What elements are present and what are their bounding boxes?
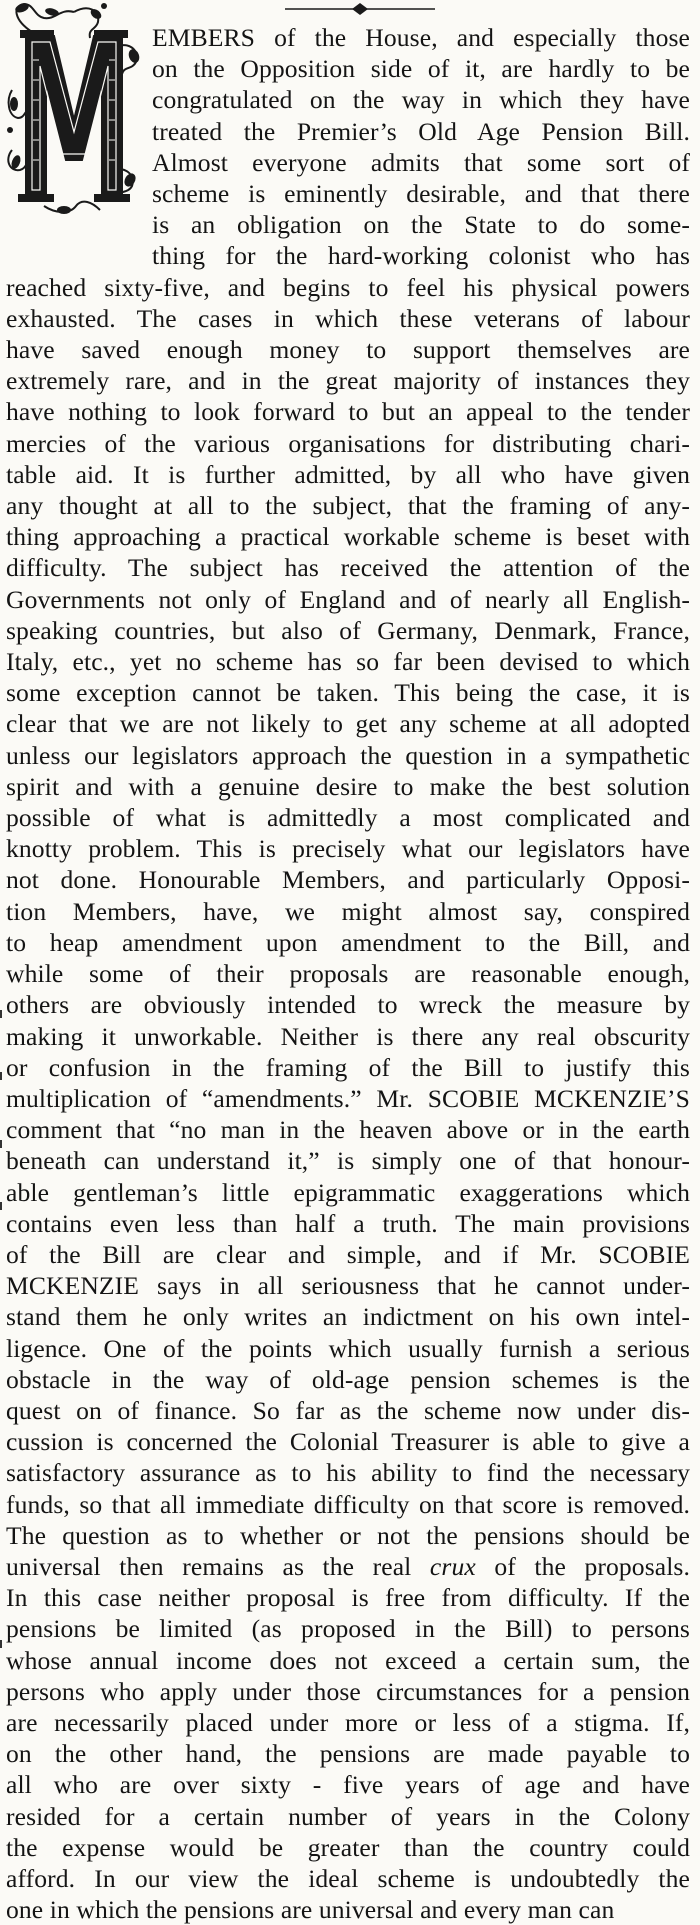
ornamental-rule (285, 2, 435, 16)
article-line: to heap amendment upon amendment to the Bill, and (6, 927, 690, 957)
article-line: The question as to whether or not the pensions should be (6, 1520, 690, 1550)
article-line: possible of what is admittedly a most complicated and (6, 803, 690, 833)
article-line: congratulated on the way in which they have (152, 85, 690, 115)
article-line: the expense would be greater than the country could (6, 1832, 690, 1862)
article-line: mercies of the various organisations for distributing chari- (6, 428, 690, 458)
margin-marks (0, 0, 12, 1682)
article-line: clear that we are not likely to get any scheme at all adopted (6, 709, 690, 739)
article-line: Italy, etc., yet no scheme has so far been devised to which (6, 647, 690, 677)
article-line: not done. Honourable Members, and particularly Opposi- (6, 865, 690, 895)
article-line: quest on of finance. So far as the scheme now under dis- (6, 1395, 690, 1425)
article-line: thing approaching a practical workable scheme is beset with (6, 522, 690, 552)
article-line: difficulty. The subject has received the attention of the (6, 553, 690, 583)
article-line: exhausted. The cases in which these veterans of labour (6, 303, 690, 333)
article-line: universal then remains as the real crux of the proposals. (6, 1551, 690, 1581)
article-line: EMBERS of the House, and especially those (152, 23, 690, 52)
article-line: spirit and with a genuine desire to make the best solution (6, 771, 690, 801)
article-line: have nothing to look forward to but an appeal to the tender (6, 397, 690, 427)
article-line: afford. In our view the ideal scheme is undoubtedly the (6, 1863, 690, 1893)
article-line: all who are over sixty - five years of age and have (6, 1770, 690, 1800)
article-line: comment that “no man in the heaven above or in the earth (6, 1115, 690, 1145)
article-line: thing for the hard-working colonist who has (152, 241, 690, 271)
article-line: speaking countries, but also of Germany, Denmark, France, (6, 615, 690, 645)
article-line: are necessarily placed under more or less of a stigma. If, (6, 1707, 690, 1737)
article-line: scheme is eminently desirable, and that there (152, 179, 690, 209)
article-line: while some of their proposals are reasonable enough, (6, 959, 690, 989)
article-line: whose annual income does not exceed a certain sum, the (6, 1645, 690, 1675)
article-line: on the other hand, the pensions are made payable to (6, 1739, 690, 1769)
article-line: unless our legislators approach the question in a sympathetic (6, 740, 690, 770)
article-body (6, 22, 690, 1925)
article-line: making it unworkable. Neither is there any real obscurity (6, 1021, 690, 1051)
article-line: or confusion in the framing of the Bill to justify this (6, 1052, 690, 1082)
article-line: contains even less than half a truth. The main provisions (6, 1208, 690, 1238)
article-line: others are obviously intended to wreck the measure by (6, 990, 690, 1020)
article-line: persons who apply under those circumstances for a pension (6, 1676, 690, 1706)
article-line: tion Members, have, we might almost say, conspired (6, 896, 690, 926)
article-line: In this case neither proposal is free from difficulty. If the (6, 1583, 690, 1613)
article-line: cussion is concerned the Colonial Treasurer is able to give a (6, 1427, 690, 1457)
article-line: extremely rare, and in the great majority of instances they (6, 366, 690, 396)
article-line: treated the Premier’s Old Age Pension Bill. (152, 116, 690, 146)
article-line: stand them he only writes an indictment on his own intel- (6, 1302, 690, 1332)
article-line: beneath can understand it,” is simply one of that honour- (6, 1146, 690, 1176)
article-line: obstacle in the way of old-age pension schemes is the (6, 1364, 690, 1394)
article-line: any thought at all to the subject, that the framing of any- (6, 491, 690, 521)
article-line: pensions be limited (as proposed in the Bill) to persons (6, 1614, 690, 1644)
article-line: ligence. One of the points which usually furnish a serious (6, 1333, 690, 1363)
article-line: multiplication of “amendments.” Mr. SCOBIE MCKENZIE’S (6, 1083, 691, 1113)
article-line: of the Bill are clear and simple, and if Mr. SCOBIE (6, 1239, 690, 1269)
article-line: reached sixty-five, and begins to feel his physical powers (6, 272, 690, 302)
article-line: is an obligation on the State to do some- (152, 210, 690, 240)
article-line: resided for a certain number of years in the Colony (6, 1801, 690, 1831)
article-line: have saved enough money to support themselves are (6, 335, 690, 365)
article-line: Governments not only of England and of nearly all English- (6, 584, 690, 614)
article-line: able gentleman’s little epigrammatic exaggerations which (6, 1177, 690, 1207)
article-line: satisfactory assurance as to his ability to find the necessary (6, 1458, 690, 1488)
article-line: MCKENZIE says in all seriousness that he cannot under- (6, 1271, 690, 1301)
article-line: funds, so that all immediate difficulty on that score is removed. (6, 1489, 690, 1519)
article-line: Almost everyone admits that some sort of (152, 147, 690, 177)
article-line: some exception cannot be taken. This being the case, it is (6, 678, 690, 708)
article-line: knotty problem. This is precisely what our legislators have (6, 834, 690, 864)
article-line: table aid. It is further admitted, by all who have given (6, 459, 690, 489)
article-line: on the Opposition side of it, are hardly to be (152, 54, 690, 84)
article-line: one in which the pensions are universal and every man can (6, 1895, 615, 1925)
